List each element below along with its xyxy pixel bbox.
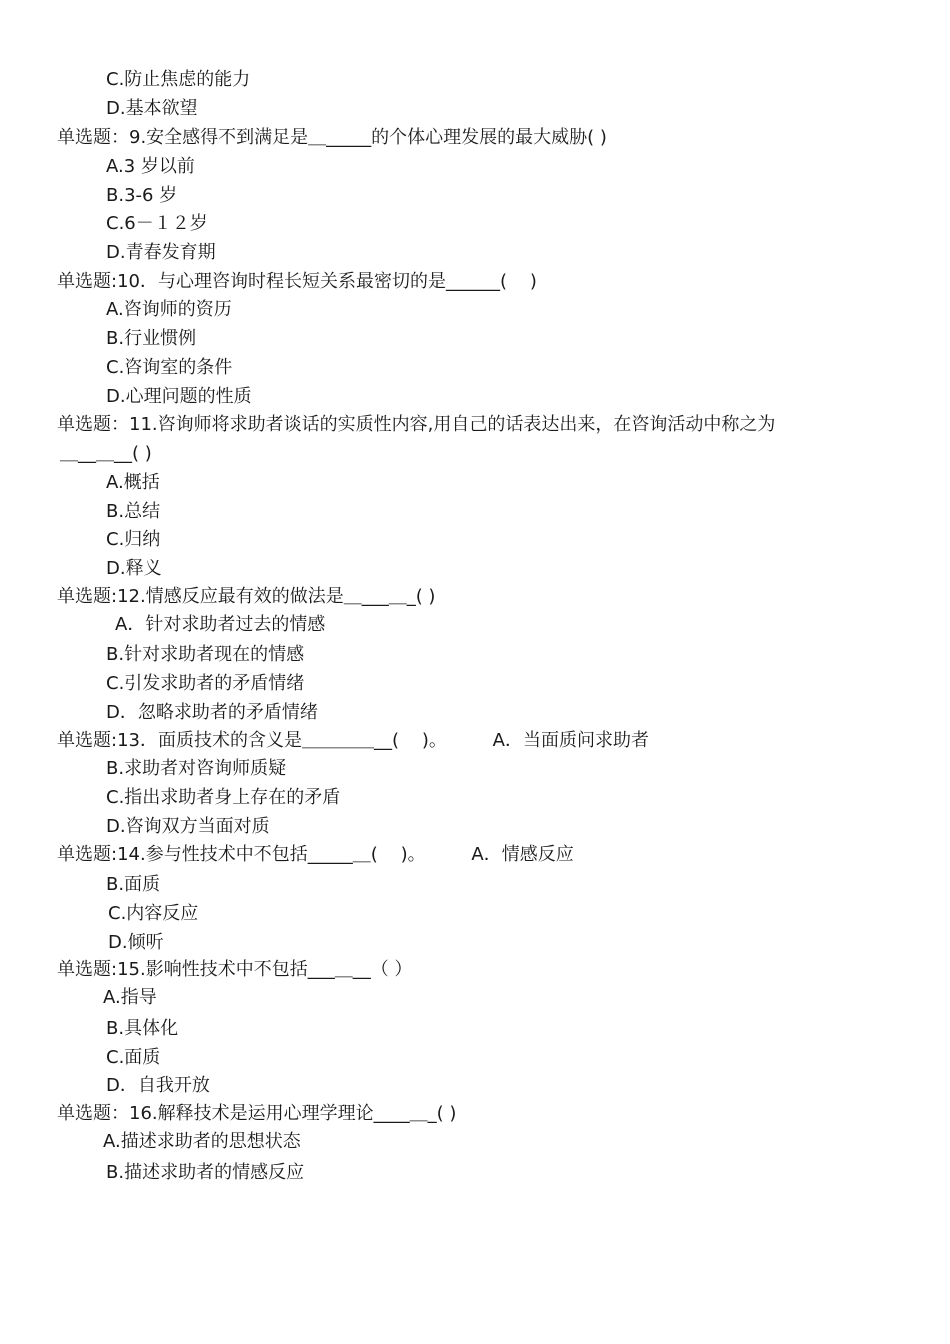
option-c-q11: C.归纳: [106, 529, 161, 550]
option-c-q9: C.6－１２岁: [106, 213, 208, 234]
question-16: 单选题：16.解释技术是运用心理学理论____＿_( ): [57, 1103, 457, 1124]
option-d-q15: D．自我开放: [106, 1075, 210, 1096]
option-d-q11: D.释义: [106, 558, 162, 579]
question-13: 单选题:13．面质技术的含义是＿＿＿＿__( )。 A．当面质问求助者: [57, 730, 649, 751]
option-b-q15: B.具体化: [106, 1018, 179, 1039]
option-d-q14: D.倾听: [108, 932, 164, 953]
option-b-q13: B.求助者对咨询师质疑: [106, 758, 287, 779]
option-d-q13: D.咨询双方当面对质: [106, 816, 270, 837]
option-c-q8: C.防止焦虑的能力: [106, 69, 251, 90]
option-a-q10: A.咨询师的资历: [106, 299, 232, 320]
option-c-q12: C.引发求助者的矛盾情绪: [106, 673, 305, 694]
option-c-q15: C.面质: [106, 1047, 161, 1068]
option-b-q9: B.3-6 岁: [106, 185, 178, 206]
question-9: 单选题：9.安全感得不到满足是＿_____的个体心理发展的最大威胁( ): [57, 127, 607, 148]
question-15: 单选题:15.影响性技术中不包括___＿__（ ）: [57, 959, 413, 980]
option-c-q14: C.内容反应: [108, 903, 199, 924]
question-10: 单选题:10．与心理咨询时程长短关系最密切的是______( ): [57, 271, 537, 292]
option-b-q14: B.面质: [106, 874, 161, 895]
option-a-q9: A.3 岁以前: [106, 156, 195, 177]
question-14: 单选题:14.参与性技术中不包括_____＿( )。 A．情感反应: [57, 844, 574, 865]
option-c-q13: C.指出求助者身上存在的矛盾: [106, 787, 341, 808]
option-d-q12: D．忽略求助者的矛盾情绪: [106, 702, 318, 723]
option-a-q11: A.概括: [106, 472, 160, 493]
option-a-q15: A.指导: [103, 987, 157, 1008]
option-b-q12: B.针对求助者现在的情感: [106, 644, 305, 665]
question-11: 单选题：11.咨询师将求助者谈话的实质性内容,用自己的话表达出来，在咨询活动中称之为: [57, 414, 776, 435]
option-d-q8: D.基本欲望: [106, 98, 198, 119]
option-d-q9: D.青春发育期: [106, 242, 216, 263]
option-b-q16: B.描述求助者的情感反应: [106, 1162, 305, 1183]
option-b-q11: B.总结: [106, 501, 161, 522]
question-12: 单选题:12.情感反应最有效的做法是＿___＿_( ): [57, 586, 436, 607]
option-a-q12: A．针对求助者过去的情感: [115, 614, 326, 635]
option-b-q10: B.行业惯例: [106, 328, 197, 349]
question-11-blank: ＿__＿__( ): [60, 443, 152, 464]
option-d-q10: D.心理问题的性质: [106, 386, 252, 407]
option-a-q16: A.描述求助者的思想状态: [103, 1131, 301, 1152]
option-c-q10: C.咨询室的条件: [106, 357, 233, 378]
